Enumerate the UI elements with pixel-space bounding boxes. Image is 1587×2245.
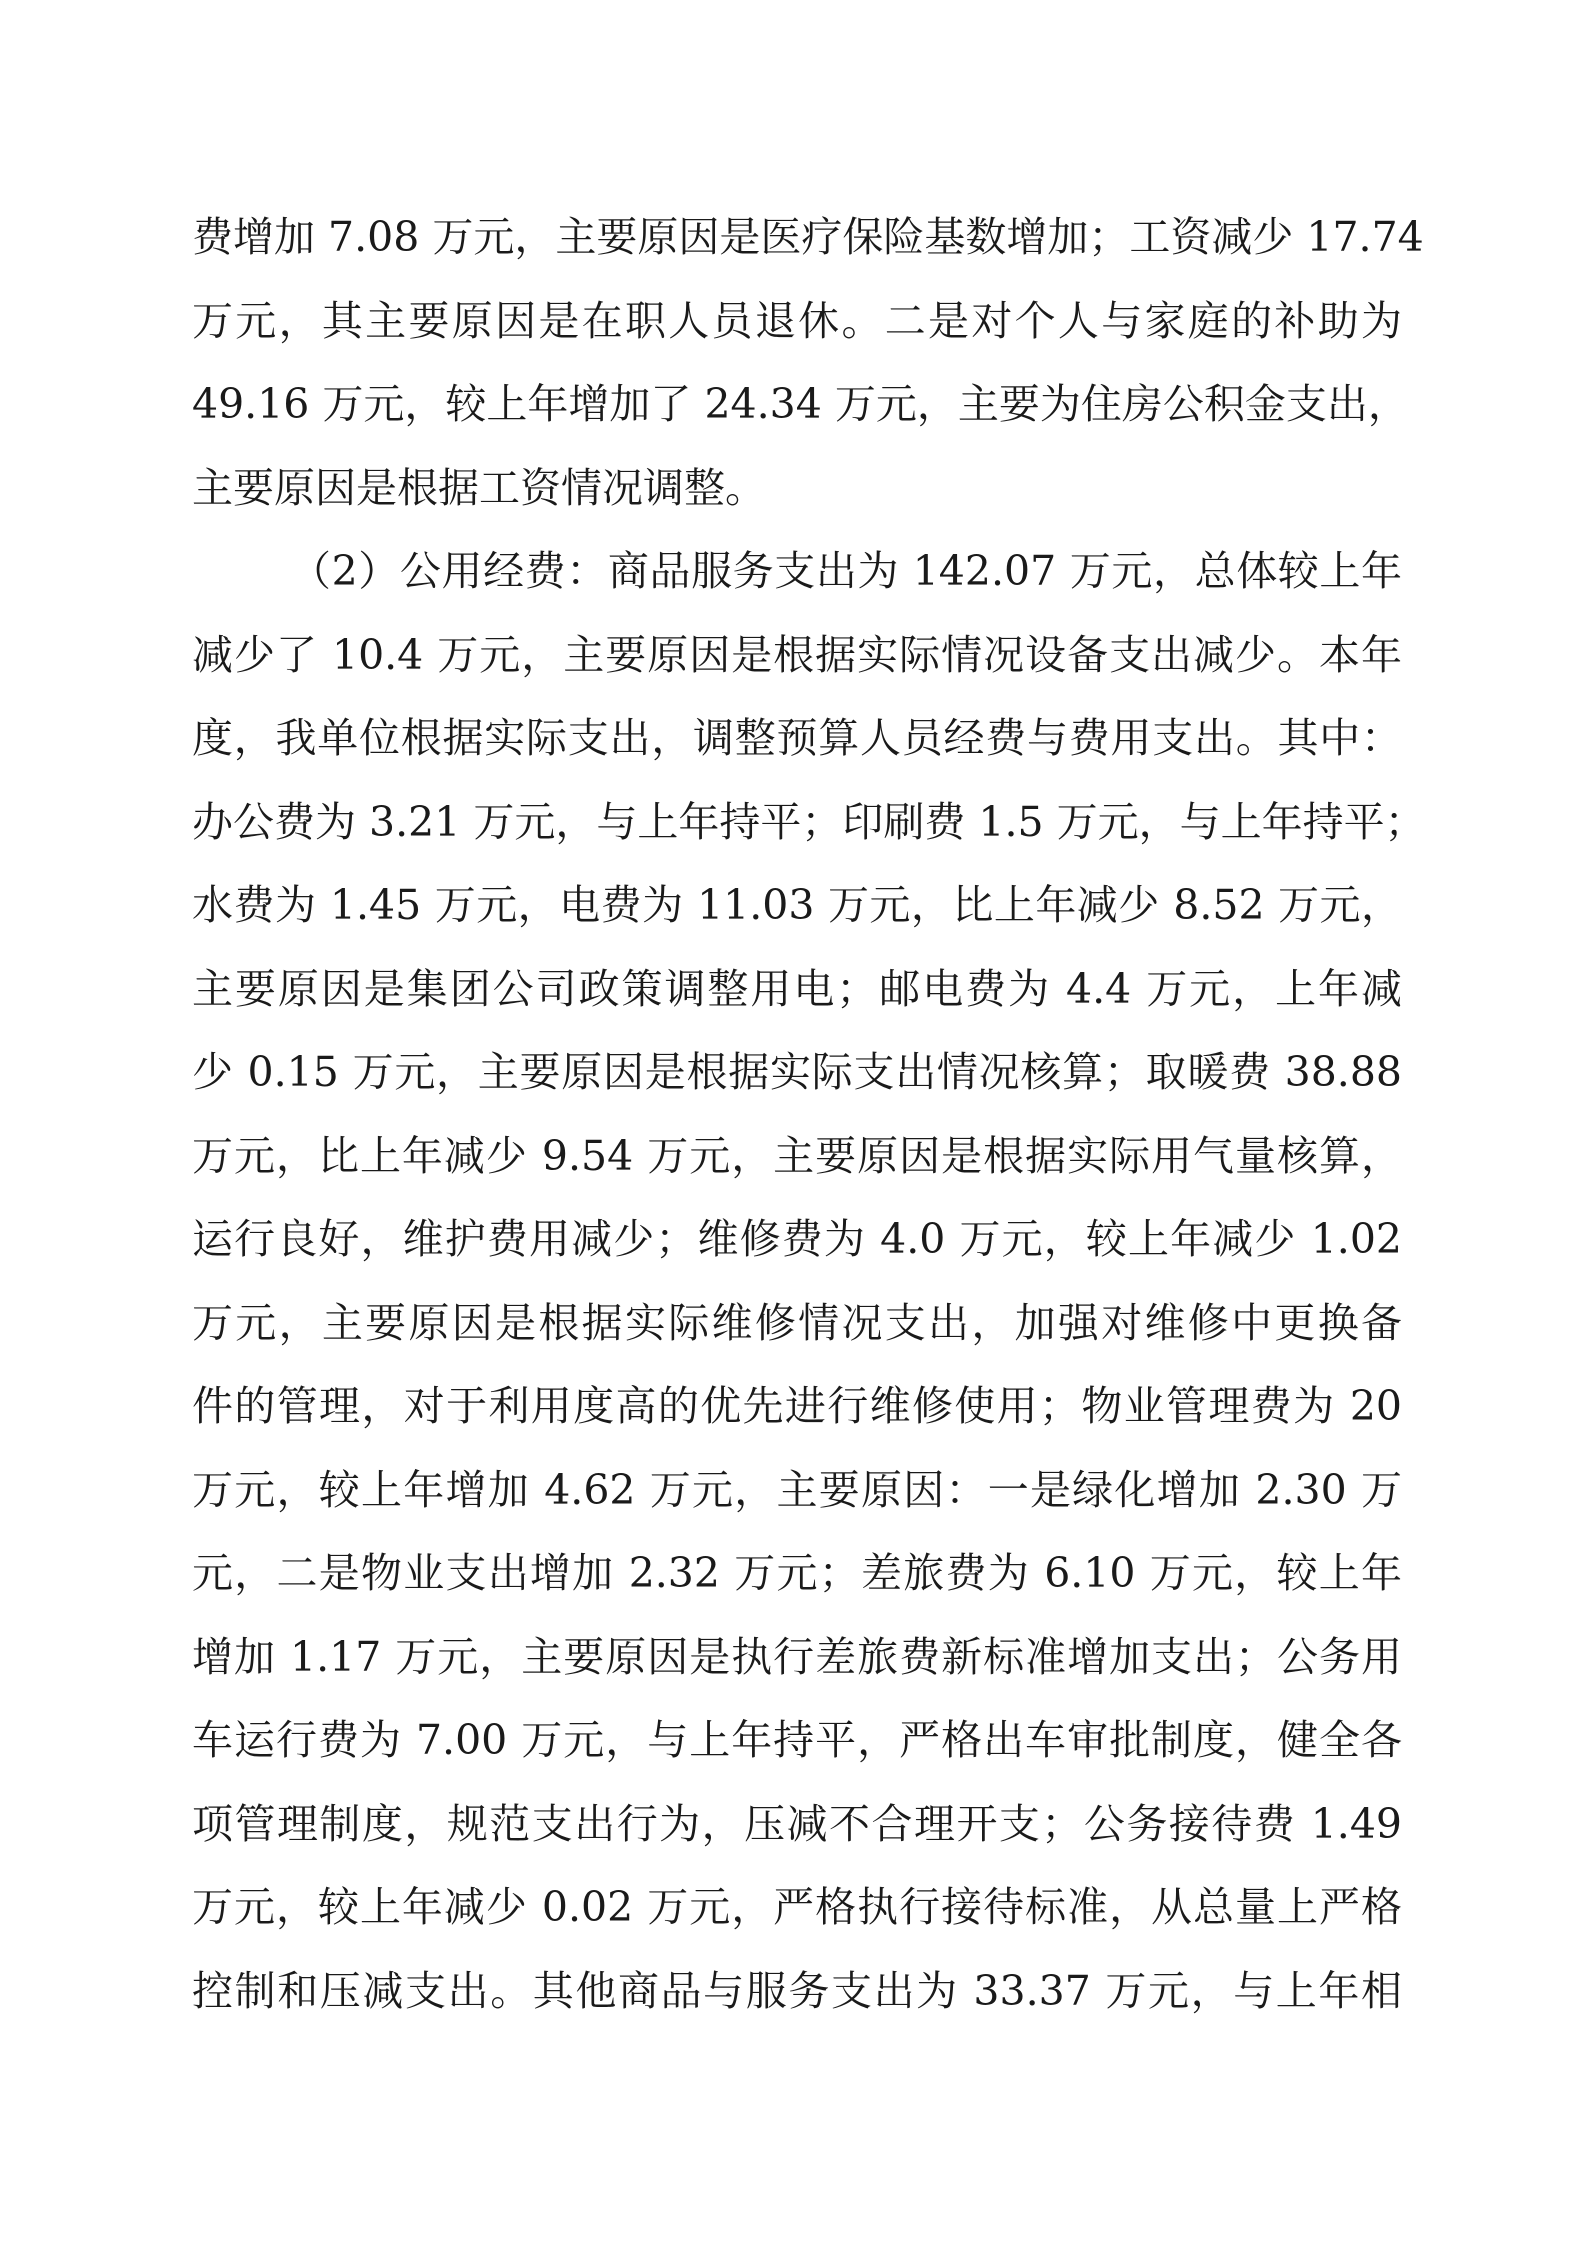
text-line: 运行良好，维护费用减少；维修费为 4.0 万元，较上年减少 1.02 (192, 1215, 1402, 1263)
text-line: 水费为 1.45 万元，电费为 11.03 万元，比上年减少 8.52 万元， (192, 881, 1402, 929)
text-line: 49.16 万元，较上年增加了 24.34 万元，主要为住房公积金支出， (192, 380, 1409, 428)
text-line: 万元，比上年减少 9.54 万元，主要原因是根据实际用气量核算， (192, 1131, 1402, 1180)
text-line: 费增加 7.08 万元，主要原因是医疗保险基数增加；工资减少 17.74 (192, 213, 1424, 261)
text-line: 少 0.15 万元，主要原因是根据实际支出情况核算；取暖费 38.88 (192, 1048, 1402, 1096)
text-line: 车运行费为 7.00 万元，与上年持平，严格出车审批制度，健全各 (192, 1716, 1402, 1764)
text-line: 减少了 10.4 万元，主要原因是根据实际情况设备支出减少。本年 (192, 630, 1402, 679)
text-line: 增加 1.17 万元，主要原因是执行差旅费新标准增加支出；公务用 (192, 1632, 1402, 1681)
paragraph-start-line: （2）公用经费：商品服务支出为 142.07 万元，总体较上年 (290, 547, 1402, 595)
text-line: 办公费为 3.21 万元，与上年持平；印刷费 1.5 万元，与上年持平； (192, 797, 1426, 846)
text-line: 万元，主要原因是根据实际维修情况支出，加强对维修中更换备 (192, 1298, 1402, 1347)
text-line: 项管理制度，规范支出行为，压减不合理开支；公务接待费 1.49 (192, 1799, 1402, 1848)
text-line: 万元，较上年增加 4.62 万元，主要原因：一是绿化增加 2.30 万 (192, 1465, 1402, 1514)
text-line: 万元，其主要原因是在职人员退休。二是对个人与家庭的补助为 (192, 296, 1402, 345)
body-text (192, 196, 1426, 2033)
text-line: 元，二是物业支出增加 2.32 万元；差旅费为 6.10 万元，较上年 (192, 1549, 1402, 1597)
text-line: 件的管理，对于利用度高的优先进行维修使用；物业管理费为 20 (192, 1382, 1402, 1430)
text-line: 主要原因是集团公司政策调整用电；邮电费为 4.4 万元，上年减 (192, 964, 1402, 1013)
text-line: 主要原因是根据工资情况调整。 (192, 463, 766, 512)
text-line: 万元，较上年减少 0.02 万元，严格执行接待标准，从总量上严格 (192, 1883, 1402, 1931)
text-line: 控制和压减支出。其他商品与服务支出为 33.37 万元，与上年相 (192, 1966, 1402, 2015)
text-line: 度，我单位根据实际支出，调整预算人员经费与费用支出。其中： (192, 714, 1402, 762)
